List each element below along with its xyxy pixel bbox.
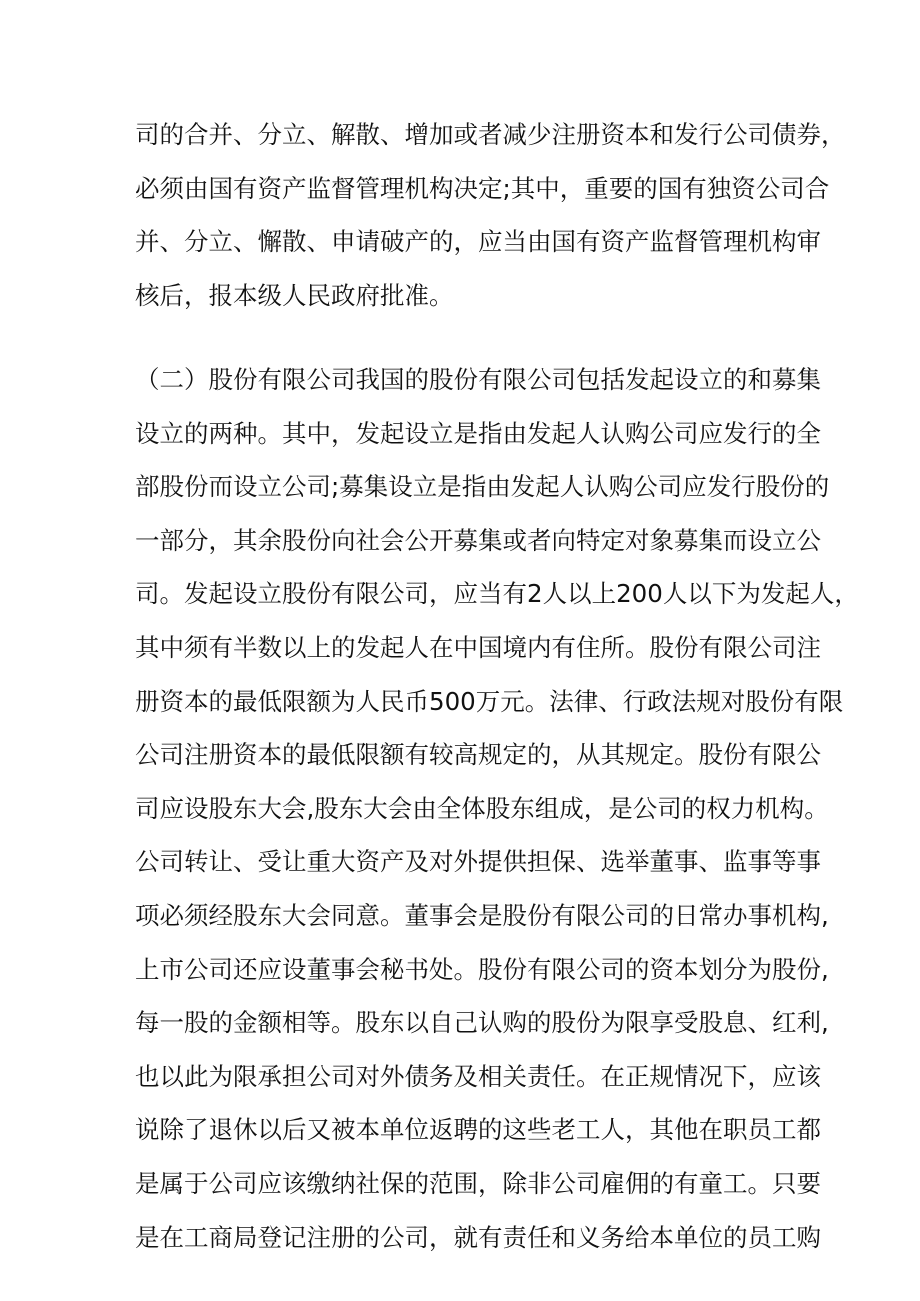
text-line: （二）股份有限公司我国的股份有限公司包括发起设立的和募集	[135, 365, 821, 394]
paragraph-2	[135, 353, 859, 1264]
text-line: 也以此为限承担公司对外债务及相关责任。在正规情况下，应该	[135, 1061, 821, 1091]
text-line: 公司注册资本的最低限额有较高规定的，从其规定。股份有限公	[135, 740, 821, 770]
text-line: 一部分，其余股份向社会公开募集或者向特定对象募集而设立公	[135, 525, 821, 555]
text-line: 设立的两种。其中，发起设立是指由发起人认购公司应发行的全	[135, 418, 821, 448]
text-line: 册资本的最低限额为人民币500万元。法律、行政法规对股份有限	[135, 686, 844, 716]
text-line: 是属于公司应该缴纳社保的范围，除非公司雇佣的有童工。只要	[135, 1168, 821, 1198]
text-line: 核后，报本级人民政府批准。	[135, 280, 454, 310]
text-line: 司应设股东大会,股东大会由全体股东组成，是公司的权力机构。	[135, 793, 829, 823]
paragraph-1	[135, 108, 846, 322]
text-line: 必须由国有资产监督管理机构决定;其中，重要的国有独资公司合	[135, 173, 830, 203]
text-line: 部股份而设立公司;募集设立是指由发起人认购公司应发行股份的	[135, 472, 830, 502]
text-line: 上市公司还应设董事会秘书处。股份有限公司的资本划分为股份,	[135, 954, 829, 984]
text-line: 每一股的金额相等。股东以自己认购的股份为限享受股息、红利,	[135, 1008, 829, 1038]
text-line: 公司转让、受让重大资产及对外提供担保、选举董事、监事等事	[135, 847, 821, 877]
text-line: 并、分立、懈散、申请破产的，应当由国有资产监督管理机构审	[135, 227, 821, 257]
text-line: 是在工商局登记注册的公司，就有责任和义务给本单位的员工购	[135, 1222, 821, 1252]
text-line: 司。发起设立股份有限公司，应当有2人以上200人以下为发起人，	[135, 579, 859, 609]
text-line: 说除了退休以后又被本单位返聘的这些老工人，其他在职员工都	[135, 1115, 821, 1145]
text-line: 项必须经股东大会同意。董事会是股份有限公司的日常办事机构,	[135, 900, 829, 930]
text-line: 司的合并、分立、解散、增加或者减少注册资本和发行公司债券，	[135, 120, 846, 149]
text-line: 其中须有半数以上的发起人在中国境内有住所。股份有限公司注	[135, 632, 821, 662]
